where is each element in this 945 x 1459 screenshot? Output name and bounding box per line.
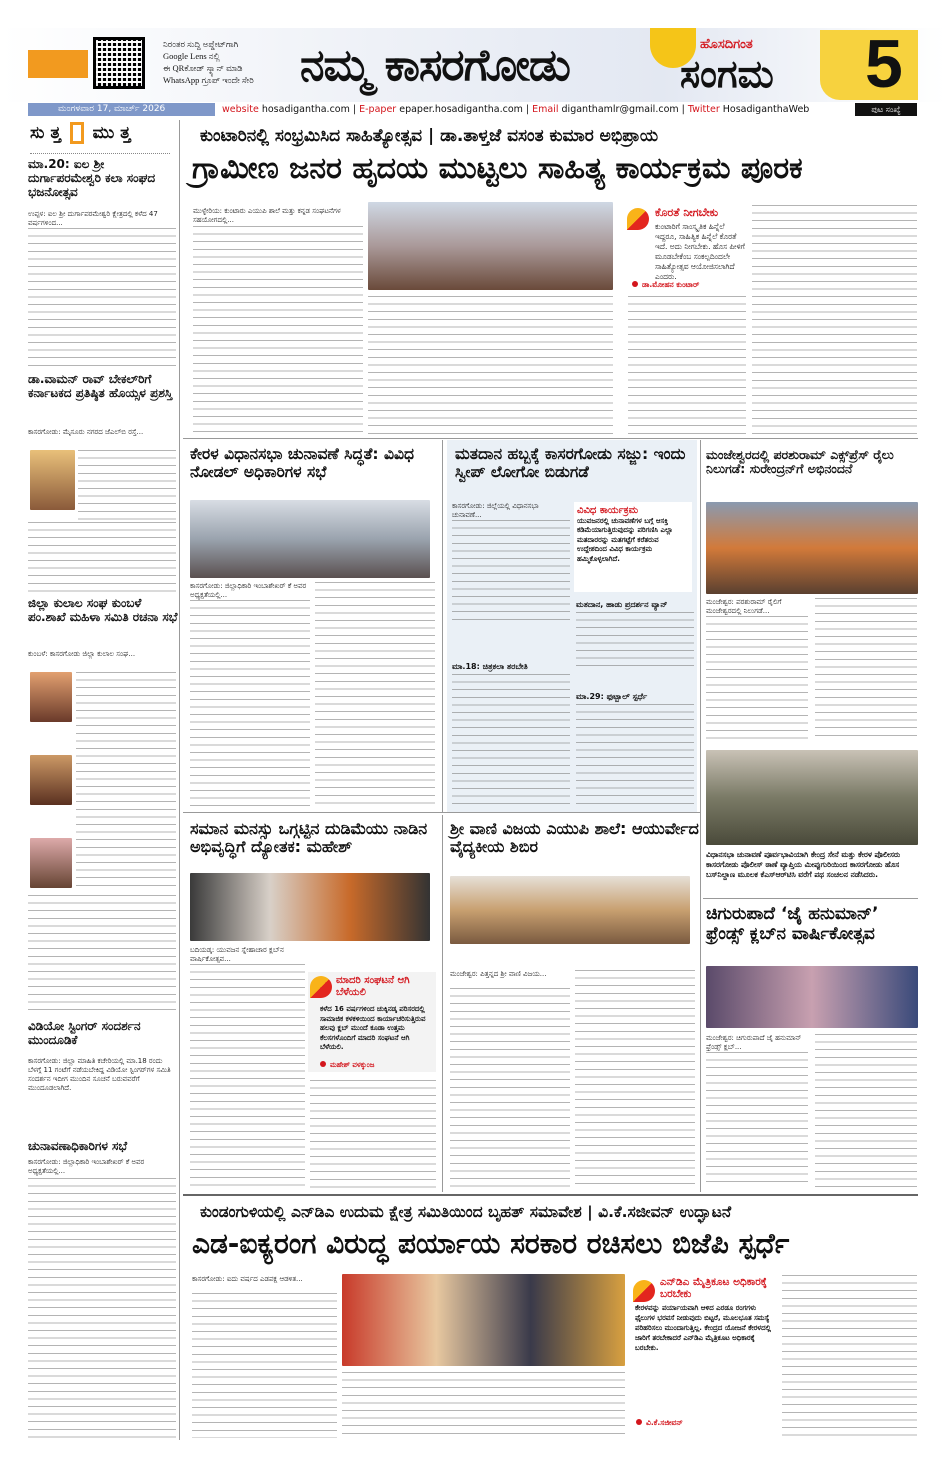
info-box-text: ಯುವಜನರಲ್ಲಿ ಚುನಾವಣೆಗಳ ಬಗ್ಗೆ ಆಸಕ್ತಿ ಕಡಿಮೆಯಾಗುತ್ತಿರುವುದನ್ನು ಪರಿಗಣಿಸಿ ಎಲ್ಲಾ ಮತದಾರರನ್ನು ಮತಗಟ್ಟೆಗೆ ಕರೆತರುವ ಉದ್ದೇಶದಿಂದ ವಿವಿಧ ಕಾರ್ಯಕ್ರಮ ಹಮ್ಮಿಕೊಳ್ಳಲಾಗಿದೆ. <box>577 516 673 563</box>
epaper-link[interactable]: epaper.hosadigantha.com <box>399 104 523 115</box>
article-body <box>78 450 176 520</box>
article-body <box>452 674 570 808</box>
sidebar-logo <box>30 122 131 144</box>
quote-title: ಕೊರತೆ ನೀಗಬೇಕು <box>655 206 719 219</box>
sidebar-headline: ಜಿಲ್ಲಾ ಕುಲಾಲ ಸಂಘ ಕುಂಬಳೆ ಪಂ.ಶಾಖೆ ಮಹಿಳಾ ಸಮಿತಿ ರಚನಾ ಸಭೆ <box>28 596 178 624</box>
divider <box>183 812 700 813</box>
article-body <box>752 205 917 434</box>
medical-camp-photo <box>450 876 690 944</box>
link-label: website <box>222 104 259 115</box>
article-body <box>576 612 694 672</box>
divider <box>183 1194 918 1196</box>
divider <box>30 153 170 154</box>
link-label: Twitter <box>687 104 720 115</box>
column-rule <box>179 120 180 1440</box>
lead-lede: ಮುಳ್ಳೇರಿಯ: ಕುಂಟಾರು ಎಯುಪಿ ಶಾಲೆ ಮತ್ತು ಕನ್ನಡ ಸಂಘಟನೆಗಳ ಸಹಯೋಗದಲ್ಲಿ... <box>193 207 341 224</box>
train-reception-photo <box>706 502 918 594</box>
quote-title: ಮಾದರಿ ಸಂಘಟನೆ ಆಗಿ ಬೆಳೆಯಲಿ <box>336 975 410 998</box>
article-body <box>28 522 176 592</box>
quote-author-name: ಮಹೇಶ್ ವಳಕ್ಕುಂಜ <box>330 1061 375 1069</box>
article-body <box>76 672 176 892</box>
article-body <box>190 600 310 808</box>
article-body <box>193 226 363 434</box>
sidebar-logo-left: ಸು ತ್ತ <box>30 123 61 143</box>
article-body <box>315 582 435 808</box>
sidebar-lede: ಉಪ್ಪಳ: ಐಲ ಶ್ರೀ ದುರ್ಗಾಪರಮೇಶ್ವರಿ ಕ್ಷೇತ್ರದಲ್ಲಿ ಕಳೆದ 47 ವರ್ಷಗಳಿಂದ... <box>28 210 158 227</box>
anniversary-photo <box>706 966 918 1028</box>
lead-kicker: ಕುಂಟಾರಿನಲ್ಲಿ ಸಂಭ್ರಮಿಸಿದ ಸಾಹಿತ್ಯೋತ್ಸವ | ಡಾ.ತಾಳ್ತಜೆ ವಸಂತ ಕುಮಾರ ಅಭಿಪ್ರಾಯ <box>200 126 659 146</box>
page-label: ಪುಟ ಸಂಖ್ಯೆ <box>855 103 917 116</box>
quote-author-name: ವಿ.ಕೆ.ಸಜೀವನ್ <box>646 1418 683 1427</box>
story-lede: ಬದಿಯಡ್ಕ: ಯುವಜನ ಸ್ನೇಹಾಚಾರ ಕ್ಲಬ್‌ನ ವಾರ್ಷಿಕೋತ್ಸವ... <box>190 946 284 963</box>
story-headline: ಕೇರಳ ವಿಧಾನಸಭಾ ಚುನಾವಣೆ ಸಿದ್ಧತೆ: ವಿವಿಧ ನೋಡಲ್ ಅಧಿಕಾರಿಗಳ ಸಭೆ <box>190 445 415 481</box>
article-body <box>368 296 613 434</box>
story-headline: ಮಂಜೇಶ್ವರದಲ್ಲಿ ಪರಶುರಾಮ್ ಎಕ್ಸ್‌ಪ್ರೆಸ್ ರೈಲು ನಿಲುಗಡೆ: ಸುರೇಂದ್ರನ್‌ಗೆ ಅಭಿನಂದನೆ <box>706 447 894 477</box>
twitter-link[interactable]: HosadiganthaWeb <box>722 104 810 115</box>
sidebar-lede: ಕಾಸರಗೋಡು: ಜಿಲ್ಲಾಧಿಕಾರಿ ಇಂಬಾಶೇಖರ್ ಕೆ ಅವರ ಅಧ್ಯಕ್ಷತೆಯಲ್ಲಿ... <box>28 1158 145 1175</box>
sidebar-lede: ಕಾಸರಗೋಡು: ಮೈಸೂರು ನಗರದ ಜೆಎಲ್‌ಬಿ ರಸ್ತೆ... <box>28 428 144 436</box>
article-body <box>706 616 808 742</box>
rally-photo <box>342 1274 625 1366</box>
quote-text: ಕುಂಟಾರಿಗೆ ಸಾಂಸ್ಕೃತಿಕ ಹಿನ್ನೆಲೆ ಇದ್ದರೂ, ಸಾಹಿತ್ಯಿಕ ಹಿನ್ನೆಲೆ ಕೊರತೆ ಇದೆ. ಅದು ನೀಗಬೇಕು. ಹೊಸ ಪೀಳಿಗೆ ಮೂಡಬೇಕೆಂಬ ಸಂಕಲ್ಪದಿಂದಲೇ ಸಾಹಿತ್ಯೋತ್ಸವ ಆಯೋಜಿಸಲಾಗಿದೆ ಎಂದರು. <box>655 222 745 281</box>
sidebar-headline: ಡಾ.ವಾಮನ್ ರಾವ್ ಬೇಕಲ್‌ರಿಗೆ ಕರ್ನಾಟಕದ ಪ್ರತಿಷ್ಠಿತ ಹೊಯ್ಸಳ ಪ್ರಶಸ್ತಿ <box>28 372 173 400</box>
article-body <box>450 988 570 1188</box>
divider <box>183 438 918 439</box>
bottom-headline: ಎಡ-ಐಕ್ಯರಂಗ ವಿರುದ್ಧ ಪರ್ಯಾಯ ಸರಕಾರ ರಚಿಸಲು ಬಿಜೆಪಿ ಸ್ಪರ್ಧೆ <box>192 1227 790 1260</box>
article-body <box>192 1293 337 1438</box>
quote-author <box>636 1418 683 1428</box>
story-lede: ಮಂಜೇಶ್ವರ: ಪಿತ್ತನ್ನದ ಶ್ರೀ ವಾಣಿ ವಿಜಯ... <box>450 970 547 978</box>
sidebar-headline: ಚುನಾವಣಾಧಿಕಾರಿಗಳ ಸಭೆ <box>28 1139 128 1153</box>
section-title: ನಮ್ಮ ಕಾಸರಗೋಡು <box>300 40 570 91</box>
story-lede: ಕಾಸರಗೋಡು: ಜಿಲ್ಲಾಧಿಕಾರಿ ಇಂಬಾಶೇಖರ್ ಕೆ ಅವರ ಅಧ್ಯಕ್ಷತೆಯಲ್ಲಿ... <box>190 582 307 599</box>
quote-author <box>632 280 699 290</box>
brand-logo-top: ಹೊಸದಿಗಂತ <box>700 37 753 52</box>
photo-caption: ವಿಧಾನಸಭಾ ಚುನಾವಣೆ ಪೂರ್ವಭಾವಿಯಾಗಿ ಕೇಂದ್ರ ಸೇನೆ ಮತ್ತು ಕೇರಳ ಪೊಲೀಸರು ಕಾಸರಗೋಡು ಪೊಲೀಸ್ ಠಾಣೆ ವ್ಯಾಪ್ತಿಯ ಮೀಪ್ಪುಗುರಿಯಿಂದ ಕಾಸರಗೋಡು ಹೊಸ ಬಸ್‌ನಿಲ್ದಾಣ ಮೂಲಕ ಕೆಎಸ್‌ಆರ್‌ಟಿಸಿ ವರೆಗೆ ಪಥ ಸಂಚಲನ ನಡೆಸಿದರು. <box>706 850 901 879</box>
website-link[interactable]: hosadigantha.com <box>261 104 350 115</box>
qr-caption-line: ಈ QRಕೋಡ್ ಸ್ಕ್ಯಾನ್ ಮಾಡಿ <box>163 63 243 73</box>
sidebar-headline: ಮಾ.20: ಐಲ ಶ್ರೀ ದುರ್ಗಾಪರಮೇಶ್ವರಿ ಕಲಾ ಸಂಘದ ಭಜನೋತ್ಸವ <box>28 157 156 199</box>
qr-code[interactable] <box>93 37 145 89</box>
column-rule <box>700 440 701 1192</box>
article-body <box>28 895 176 1015</box>
story-headline: ಸಮಾನ ಮನಸ್ಸು ಒಗ್ಗಟ್ಟಿನ ದುಡಿಮೆಯು ನಾಡಿನ ಅಭಿವೃದ್ಧಿಗೆ ದ್ಯೋತಕ: ಮಹೇಶ್ <box>190 819 428 857</box>
article-body <box>342 1372 625 1438</box>
person-photo <box>30 838 72 888</box>
sidebar-headline: ವಿಡಿಯೋ ಸ್ಟಿಂಗರ್ ಸಂದರ್ಶನ ಮುಂದೂಡಿಕೆ <box>28 1019 141 1047</box>
sidebar-lede: ಕಾಸರಗೋಡು: ಜಿಲ್ಲಾ ಮಾಹಿತಿ ಕಚೇರಿಯಲ್ಲಿ ಮಾ.18 ರಂದು ಬೆಳಗ್ಗೆ 11 ಗಂಟೆಗೆ ನಡೆಯಬೇಕಿದ್ದ ವಿಡಿಯೋ ಸ್ಟಿಂಗರ್‌ಗಳ ಸಮಿತಿ ಸಂದರ್ಶನ ಇದೀಗ ಮುಂದಿನ ಸೂಚನೆ ಬರುವವರೆಗೆ ಮುಂದೂಡಲಾಗಿದೆ. <box>28 1057 171 1092</box>
qr-caption-line: WhatsApp ಗ್ರೂಪ್ ಇಂದೇ ಸೇರಿ <box>163 75 254 85</box>
door-icon <box>70 122 84 144</box>
felicitation-photo <box>190 873 430 941</box>
divider <box>703 898 918 899</box>
article-body <box>310 1080 436 1188</box>
bullet-icon <box>636 1419 642 1425</box>
quote-icon <box>310 976 332 998</box>
person-photo <box>30 450 75 510</box>
sidebar-lede: ಕುಂಬಳೆ: ಕಾಸರಗೋಡು ಜಿಲ್ಲಾ ಕುಲಾಲ ಸಂಘ... <box>28 650 136 658</box>
quote-text: ಕೇರಳವನ್ನು ಪರ್ಯಾಯವಾಗಿ ಆಳಿದ ಎರಡೂ ರಂಗಗಳು ಫೈಲುಗಳ ಭರವಸೆ ನೀಡುವುದು ಬಿಟ್ಟರೆ, ಮೂಲಭೂತ ಸಮಸ್ಯೆ ಪರಿಹರಿಸಲು ಮುಂದಾಗುತ್ತಿಲ್ಲ. ಕೇಂದ್ರದ ಯೋಜನೆ ಕೇರಳದಲ್ಲಿ ಜಾರಿಗೆ ತರಬೇಕಾದರೆ ಎನ್‌ಡಿಎ ಮೈತ್ರಿಕೂಟ ಅಧಿಕಾರಕ್ಕೆ ಬರಬೇಕು. <box>635 1304 771 1352</box>
masthead-orange-bar <box>28 50 88 78</box>
story-lede: ಮಂಜೇಶ್ವರ: ಚಿಗುರುಪಾದೆ ಜೈ ಹನುಮಾನ್ ಫ್ರೆಂಡ್ಸ್ ಕ್ಲಬ್... <box>706 1034 802 1051</box>
article-body <box>190 964 305 1188</box>
contact-links: website hosadigantha.com | E-paper epaper.hosadigantha.com | Email diganthamlr@gmail.com | Twitter HosadiganthaWeb <box>222 104 810 115</box>
story-lede: ಮಂಜೇಶ್ವರ: ಪರಶುರಾಮ್ ರೈಲಿಗೆ ಮಂಜೇಶ್ವರದಲ್ಲಿ ನಿಲುಗಡೆ... <box>706 598 782 615</box>
qr-caption-line: Google Lens ನಲ್ಲಿ <box>163 51 220 61</box>
quote-author <box>320 1060 375 1070</box>
quote-icon <box>627 208 649 230</box>
qr-caption-line: ನಿರಂತರ ಸುದ್ದಿ ಅಪ್ಡೇಟ್‌ಗಾಗಿ <box>163 39 239 49</box>
column-rule <box>442 815 443 1192</box>
story-lede: ಕಾಸರಗೋಡು: ಜಿಲ್ಲೆಯಲ್ಲಿ ವಿಧಾನಸಭಾ ಚುನಾವಣೆ... <box>452 502 539 519</box>
article-body <box>28 228 176 368</box>
subhead: ಮಾ.29: ಫುಟ್ಬಾಲ್ ಸ್ಪರ್ಧೆ <box>576 692 648 701</box>
lead-photo <box>368 202 613 290</box>
story-headline: ಮತದಾನ ಹಬ್ಬಕ್ಕೆ ಕಾಸರಗೋಡು ಸಜ್ಜು: ಇಂದು ಸ್ವೀಪ್ ಲೋಗೋ ಬಿಡುಗಡೆ <box>455 445 686 481</box>
page-number: 5 <box>865 26 903 102</box>
info-box-title: ವಿವಿಧ ಕಾರ್ಯಕ್ರಮ <box>577 505 639 516</box>
article-body <box>575 970 695 1188</box>
person-photo <box>30 672 72 722</box>
subhead: ಮಾ.18: ಚಿತ್ರಕಲಾ ತರಬೇತಿ <box>452 662 528 671</box>
link-label: Email <box>532 104 559 115</box>
subhead: ಮತದಾನ, ಹಾಡು ಪ್ರದರ್ಶನ ವ್ಯಾನ್ <box>576 600 668 609</box>
story-headline: ಚಿಗುರುಪಾದೆ ‘ಜೈ ಹನುಮಾನ್’ ಫ್ರೆಂಡ್ಸ್ ಕ್ಲಬ್‌ನ ವಾರ್ಷಿಕೋತ್ಸವ <box>706 904 879 944</box>
article-body <box>28 1178 176 1438</box>
date-label: ಮಂಗಳವಾರ 17, ಮಾರ್ಚ್ 2026 <box>28 103 215 116</box>
bottom-kicker: ಕುಂಡಂಗುಳಿಯಲ್ಲಿ ಎನ್‌ಡಿಎ ಉದುಮ ಕ್ಷೇತ್ರ ಸಮಿತಿಯಿಂದ ಬೃಹತ್ ಸಮಾವೇಶ | ವಿ.ಕೆ.ಸಜೀವನ್ ಉದ್ಘಾಟನೆ <box>200 1203 732 1221</box>
bottom-lede: ಕಾಸರಗೋಡು: ಐದು ವರ್ಷದ ಎಡಪಕ್ಷ ಆಡಳಿತ... <box>192 1275 303 1283</box>
police-march-photo <box>706 750 918 845</box>
meeting-photo <box>190 500 430 578</box>
lead-headline: ಗ್ರಾಮೀಣ ಜನರ ಹೃದಯ ಮುಟ್ಟಲು ಸಾಹಿತ್ಯ ಕಾರ್ಯಕ್ರಮ ಪೂರಕ <box>192 151 803 186</box>
qr-caption <box>163 38 293 86</box>
bullet-icon <box>632 281 638 287</box>
article-body <box>628 296 746 434</box>
article-body <box>706 1052 808 1188</box>
info-box <box>574 502 692 592</box>
article-body <box>576 704 694 808</box>
column-rule <box>442 440 443 812</box>
article-body <box>815 1034 917 1188</box>
article-body <box>815 598 917 742</box>
quote-text: ಕಳೆದ 16 ವರ್ಷಗಳಿಂದ ಚುಕ್ಕಿನಡ್ಕ ಪರಿಸರದಲ್ಲಿ ಸಾಮಾಜಿಕ ಕಳಕಳಿಯಿಂದ ಕಾರ್ಯಾಚರಿಸುತ್ತಿರುವ ಹಲವು ಕ್ಲಬ್ ಮುಂದೆ ಕೂಡಾ ಉತ್ತಮ ಕೆಲಸಗಳೊಂದಿಗೆ ಮಾದರಿ ಸಂಘಟನೆ ಆಗಿ ಬೆಳೆಯಲಿ. <box>320 1005 426 1051</box>
quote-icon <box>633 1280 655 1302</box>
email-link[interactable]: diganthamlr@gmail.com <box>561 104 679 115</box>
bullet-icon <box>320 1061 326 1067</box>
link-label: E-paper <box>359 104 397 115</box>
story-headline: ಶ್ರೀ ವಾಣಿ ವಿಜಯ ಎಯುಪಿ ಶಾಲೆ: ಆಯುರ್ವೇದ ವೈದ್ಯಕೀಯ ಶಿಬಿರ <box>450 819 699 857</box>
person-photo <box>30 755 72 805</box>
article-body <box>782 1275 917 1438</box>
article-body <box>452 520 570 620</box>
brand-logo-main: ಸಂಗಮ <box>680 52 774 96</box>
quote-author-name: ಡಾ.ಮೋಹನ ಕುಂಟಾರ್ <box>642 280 700 289</box>
quote-title: ಎನ್‌ಡಿಎ ಮೈತ್ರಿಕೂಟ ಅಧಿಕಾರಕ್ಕೆ ಬರಬೇಕು <box>660 1276 767 1301</box>
sidebar-logo-right: ಮು ತ್ತ <box>92 123 131 143</box>
